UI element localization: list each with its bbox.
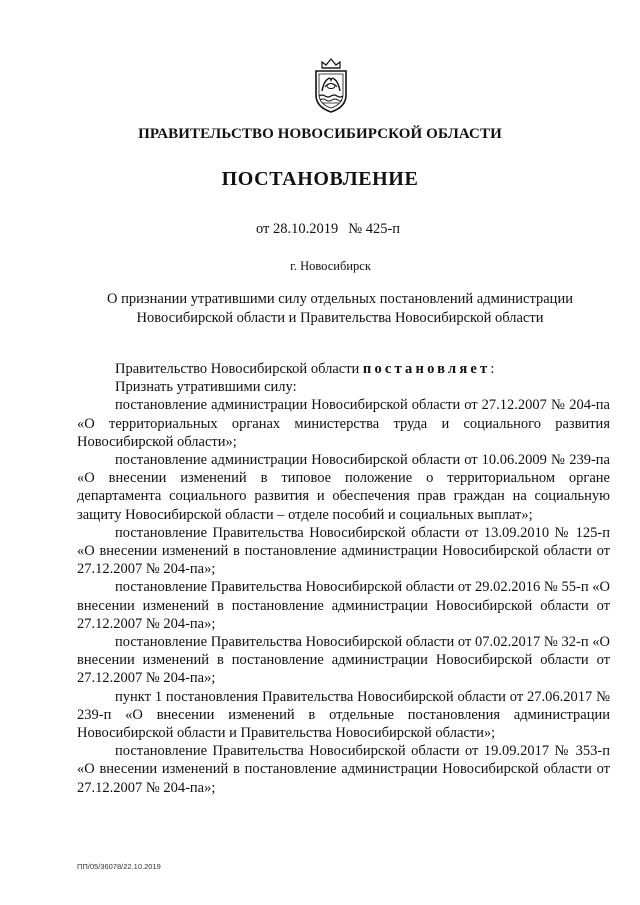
- coat-of-arms-icon: [313, 57, 349, 115]
- document-city: г. Новосибирск: [290, 259, 371, 273]
- intro-paragraph: [77, 360, 610, 378]
- document-type-heading: ПОСТАНОВЛЕНИЕ: [221, 168, 419, 190]
- list-item: постановление администрации Новосибирской области от 27.12.2007 № 204-па «О территориальных органах министерства труда и социального развития Новосибирской области»;: [77, 397, 610, 450]
- document-date: от 28.10.2019: [255, 221, 339, 237]
- document-number: № 425-п: [348, 221, 401, 237]
- list-item: постановление Правительства Новосибирской области от 07.02.2017 № 32-п «О внесении изменений в постановление администрации Новосибирской области от 27.12.2007 № 204-па»;: [77, 634, 610, 687]
- intro-verb: постановляет: [362, 361, 491, 377]
- organization-title: ПРАВИТЕЛЬСТВО НОВОСИБИРСКОЙ ОБЛАСТИ: [138, 126, 502, 142]
- document-body: [77, 360, 610, 797]
- footer-document-code: ПП/05/36078/22.10.2019: [77, 862, 161, 871]
- list-item: постановление Правительства Новосибирской области от 19.09.2017 № 353-п «О внесении изменений в постановление администрации Новосибирской области от 27.12.2007 № 204-па»;: [77, 743, 610, 796]
- intro-text: Правительство Новосибирской области: [115, 361, 360, 377]
- list-item: постановление администрации Новосибирской области от 10.06.2009 № 239-па «О внесении изменений в типовое положение о территориальном органе департамента социального развития и обеспечения прав граждан на социальную защиту Новосибирской области – отделе пособий и социальных выплат»;: [77, 452, 610, 523]
- document-date-number: [0, 219, 640, 239]
- intro-end: :: [490, 361, 495, 377]
- declare-paragraph: Признать утратившими силу:: [115, 379, 297, 396]
- list-item: постановление Правительства Новосибирской области от 29.02.2016 № 55-п «О внесении изменений в постановление администрации Новосибирской области от 27.12.2007 № 204-па»;: [77, 579, 610, 632]
- document-subject: О признании утратившими силу отдельных постановлений администрации Новосибирской области и Правительства Новосибирской области: [107, 291, 573, 326]
- list-item: пункт 1 постановления Правительства Новосибирской области от 27.06.2017 № 239-п «О внесении изменений в отдельные постановления администрации Новосибирской области и Правительства Новосибирской области»;: [77, 688, 610, 742]
- list-item: постановление Правительства Новосибирской области от 13.09.2010 № 125-п «О внесении изменений в постановление администрации Новосибирской области от 27.12.2007 № 204-па»;: [77, 524, 610, 578]
